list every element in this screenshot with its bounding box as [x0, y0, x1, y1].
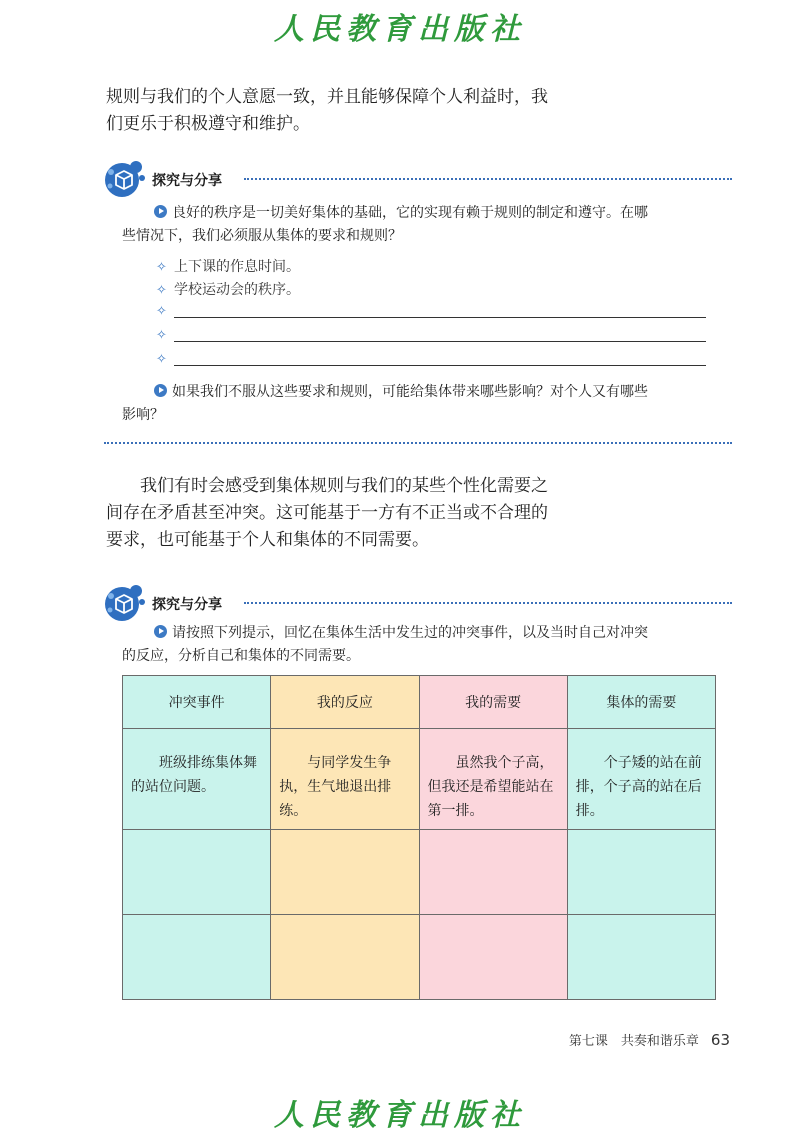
header-collective-needs: 集体的需要 [567, 676, 715, 729]
lesson-title: 第七课 共奏和谐乐章 [568, 1034, 699, 1049]
blank-cell[interactable] [567, 915, 715, 1000]
intro-line-2: 们更乐于积极遵守和维护。 [106, 114, 310, 134]
blank-cell[interactable] [123, 915, 271, 1000]
header-my-needs: 我的需要 [419, 676, 567, 729]
table-row-blank [123, 915, 716, 1000]
conflict-line-2: 间存在矛盾甚至冲突。这可能基于一方有不正当或不合理的 [106, 503, 548, 523]
dotted-rule [244, 602, 732, 604]
intro-line-1: 规则与我们的个人意愿一致，并且能够保障个人利益时，我 [106, 87, 548, 107]
question-3 [122, 622, 728, 668]
fill-in-blank-line [156, 327, 706, 347]
question-2 [122, 381, 728, 427]
list-item-text: 上下课的作息时间。 [174, 259, 300, 275]
blank-cell[interactable] [419, 830, 567, 915]
play-bullet-icon [154, 625, 167, 638]
fill-in-blank-line [156, 351, 706, 371]
question-3-line-1: 请按照下列提示，回忆在集体生活中发生过的冲突事件，以及当时自己对冲突 [172, 625, 648, 641]
list-item-text: 学校运动会的秩序。 [174, 282, 300, 298]
conflict-paragraph [106, 473, 586, 554]
question-1-line-2: 些情况下，我们必须服从集体的要求和规则？ [122, 228, 402, 244]
header-my-reaction: 我的反应 [271, 676, 419, 729]
table-header-row [123, 676, 716, 729]
list-item [156, 279, 706, 299]
fill-in-blank-line [156, 303, 706, 323]
cell-text: 虽然我个子高，但我还是希望能站在第一排。 [427, 755, 554, 819]
blank-cell[interactable] [123, 830, 271, 915]
explore-cube-icon [102, 582, 146, 622]
conflict-line-3: 要求，也可能基于个人和集体的不同需要。 [106, 530, 429, 550]
table-cell [271, 729, 419, 830]
blank-cell[interactable] [419, 915, 567, 1000]
diamond-star-icon: ✧ [156, 352, 167, 367]
table-row-blank [123, 830, 716, 915]
explore-cube-icon [102, 158, 146, 198]
cell-text: 个子矮的站在前排，个子高的站在后排。 [575, 755, 702, 819]
explore-share-title-2 [102, 582, 732, 622]
diamond-star-icon: ✧ [156, 260, 167, 275]
cell-text: 班级排练集体舞的站位问题。 [131, 755, 257, 795]
table-row [123, 729, 716, 830]
explore-share-label: 探究与分享 [152, 173, 222, 189]
conflict-line-1: 我们有时会感受到集体规则与我们的某些个性化需要之 [140, 476, 548, 496]
section-divider [104, 442, 732, 444]
cell-text: 与同学发生争执，生气地退出排练。 [279, 755, 392, 819]
blank-cell[interactable] [271, 830, 419, 915]
publisher-footer: 人民教育出版社 [274, 1098, 526, 1133]
conflict-table [122, 675, 716, 1000]
diamond-star-icon: ✧ [156, 328, 167, 343]
explore-share-label: 探究与分享 [152, 597, 222, 613]
blank-cell[interactable] [271, 915, 419, 1000]
publisher-header: 人民教育出版社 [274, 12, 526, 47]
page-number: 63 [710, 1031, 730, 1049]
page-footer [569, 1030, 730, 1049]
diamond-star-icon: ✧ [156, 283, 167, 298]
intro-paragraph [106, 84, 586, 138]
question-3-line-2: 的反应，分析自己和集体的不同需要。 [122, 648, 360, 664]
table-cell [567, 729, 715, 830]
blank-cell[interactable] [567, 830, 715, 915]
play-bullet-icon [154, 384, 167, 397]
header-conflict-event: 冲突事件 [123, 676, 271, 729]
dotted-rule [244, 178, 732, 180]
question-1-line-1: 良好的秩序是一切美好集体的基础，它的实现有赖于规则的制定和遵守。在哪 [172, 205, 648, 221]
question-2-line-2: 影响？ [122, 407, 164, 423]
explore-share-title-1 [102, 158, 732, 198]
table-cell [123, 729, 271, 830]
diamond-star-icon: ✧ [156, 304, 167, 319]
play-bullet-icon [154, 205, 167, 218]
table-cell [419, 729, 567, 830]
question-2-line-1: 如果我们不服从这些要求和规则，可能给集体带来哪些影响？对个人又有哪些 [172, 384, 648, 400]
question-1 [122, 202, 728, 248]
list-item [156, 256, 706, 276]
